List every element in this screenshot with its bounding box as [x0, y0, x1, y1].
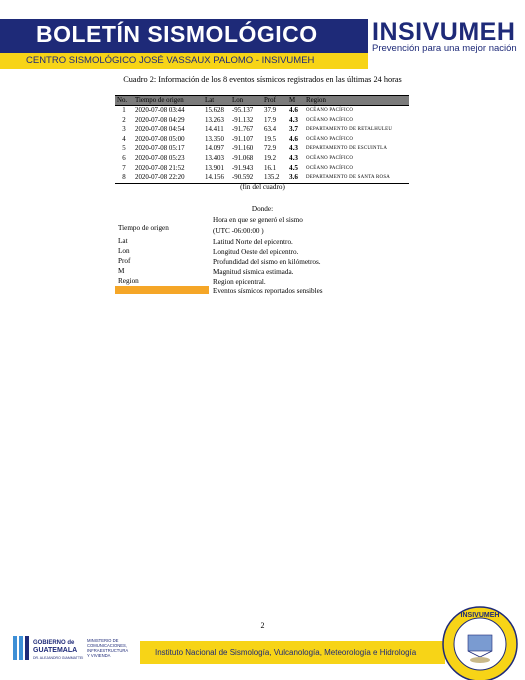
cell-time: 2020-07-08 21:52: [135, 164, 185, 172]
gov-label: GOBIERNO de: [33, 640, 75, 646]
cell-region: OCÉANO PACÍFICO: [306, 136, 354, 142]
table-caption: Cuadro 2: Información de los 8 eventos sísmicos registrados en las últimas 24 horas: [123, 75, 402, 84]
ministry-line: MINISTERIO DE: [87, 638, 119, 643]
brand-logo-text: INSIVUMEH: [372, 18, 516, 46]
cell-no: 7: [122, 164, 126, 172]
cell-magnitude: 4.6: [289, 134, 298, 143]
legend-term-time: Tiempo de origen: [118, 224, 169, 232]
cell-prof: 19.5: [264, 135, 277, 143]
cell-prof: 72.9: [264, 145, 277, 153]
cell-prof: 135.2: [262, 173, 287, 183]
bulletin-title: BOLETÍN SISMOLÓGICO: [36, 21, 318, 47]
cell-no: 1: [122, 107, 126, 114]
col-header-region: Region: [304, 96, 409, 106]
legend-def-lon: Longitud Oeste del epicentro.: [213, 248, 299, 256]
cell-lat: 15.628: [205, 107, 224, 114]
table-row: [115, 125, 409, 135]
ministry-line: INFRAESTRUCTURA: [87, 648, 129, 653]
legend-term-lat: Lat: [118, 237, 128, 245]
legend-def-prof: Profundidad del sismo en kilómetros.: [213, 258, 321, 266]
cell-magnitude: 4.5: [289, 163, 298, 172]
legend-def-lat: Latitud Norte del epicentro.: [213, 238, 293, 246]
legend-def-time-2: (UTC -06:00:00 ): [213, 227, 264, 235]
cell-no: 3: [122, 126, 126, 134]
cell-no: 4: [122, 135, 126, 143]
ministry-line: COMUNICACIONES,: [87, 643, 128, 648]
legend-term-m: M: [118, 267, 125, 275]
ministry-line: Y VIVIENDA: [87, 653, 111, 658]
table-header-row: [115, 96, 409, 106]
cell-region: OCÉANO PACÍFICO: [306, 165, 354, 171]
cell-region: OCÉANO PACÍFICO: [306, 155, 354, 161]
cell-prof: 17.9: [264, 116, 277, 124]
cell-prof: 16.1: [264, 164, 277, 172]
table-row: [115, 135, 409, 145]
col-header-lat: Lat: [203, 96, 230, 106]
cell-region: DEPARTAMENTO DE RETALHULEU: [306, 127, 393, 133]
cell-prof: 37.9: [264, 107, 277, 114]
cell-time: 2020-07-08 05:00: [135, 135, 185, 143]
cell-lon: -91.107: [232, 135, 254, 143]
legend-def-time-1: Hora en que se generó el sismo: [213, 216, 303, 224]
legend-term-region: Region: [118, 277, 139, 285]
gov-president: DR. ALEJANDRO GIAMMATTEI: [33, 656, 84, 660]
cell-lon: -91.160: [232, 145, 254, 153]
table-row: [115, 164, 409, 174]
col-header-lon: Lon: [230, 96, 262, 106]
cell-magnitude: 4.3: [289, 115, 298, 124]
cell-time: 2020-07-08 05:23: [135, 154, 185, 162]
insivumeh-seal-icon: [441, 605, 519, 680]
cell-time: 2020-07-08 03:44: [135, 107, 185, 114]
cell-time: 2020-07-08 05:17: [135, 145, 185, 153]
guatemala-flag-icon: [12, 634, 32, 662]
legend-def-m: Magnitud sísmica estimada.: [213, 268, 294, 276]
gov-country: GUATEMALA: [33, 647, 78, 654]
table-end-note: (fin del cuadro): [240, 183, 285, 191]
legend-def-region: Region epicentral.: [213, 278, 266, 286]
table-row: [115, 154, 409, 164]
cell-magnitude: 4.6: [289, 106, 298, 114]
legend-term-prof: Prof: [118, 257, 131, 265]
table-row: [115, 116, 409, 126]
cell-lat: 14.156: [203, 173, 230, 183]
cell-magnitude: 3.6: [287, 173, 304, 183]
cell-prof: 19.2: [264, 154, 277, 162]
cell-region: OCÉANO PACÍFICO: [306, 108, 354, 113]
cell-time: 2020-07-08 04:29: [135, 116, 185, 124]
cell-region: DEPARTAMENTO DE ESCUINTLA: [306, 146, 388, 152]
cell-magnitude: 4.3: [289, 144, 298, 153]
header-subtitle: CENTRO SISMOLÓGICO JOSÉ VASSAUX PALOMO - INSIVUMEH: [26, 55, 315, 66]
cell-magnitude: 3.7: [289, 125, 298, 134]
page-number: 2: [260, 621, 265, 630]
cell-lat: 13.403: [205, 154, 224, 162]
events-table: [115, 95, 409, 184]
cell-prof: 63.4: [264, 126, 277, 134]
cell-lon: -91.767: [232, 126, 254, 134]
legend-highlight-swatch: [115, 286, 209, 294]
cell-lat: 14.411: [205, 126, 224, 134]
legend-def-highlight: Eventos sísmicos reportados sensibles: [213, 287, 323, 295]
cell-no: 6: [122, 154, 126, 162]
cell-no: 5: [122, 145, 126, 153]
cell-time: 2020-07-08 22:20: [133, 173, 203, 183]
cell-lon: -95.137: [232, 107, 254, 114]
table-row: [115, 106, 409, 116]
cell-region: OCÉANO PACÍFICO: [306, 117, 354, 123]
cell-lat: 14.097: [205, 145, 224, 153]
cell-no: 8: [115, 173, 133, 183]
cell-lon: -90.592: [230, 173, 262, 183]
col-header-time: Tiempo de origen: [133, 96, 203, 106]
col-header-no: No.: [115, 96, 133, 106]
cell-lon: -91.943: [232, 164, 254, 172]
cell-time: 2020-07-08 04:54: [135, 126, 185, 134]
cell-lon: -91.132: [232, 116, 254, 124]
cell-no: 2: [122, 116, 126, 124]
brand-tagline: Prevención para una mejor nación: [372, 43, 517, 54]
table-row: [115, 144, 409, 154]
legend-term-lon: Lon: [118, 247, 130, 255]
cell-magnitude: 4.3: [289, 153, 298, 162]
legend-title: Donde:: [251, 205, 274, 213]
cell-lat: 13.263: [205, 116, 224, 124]
cell-lat: 13.350: [205, 135, 224, 143]
ministry-label: [87, 638, 128, 658]
cell-lat: 13.901: [205, 164, 224, 172]
col-header-prof: Prof: [262, 96, 287, 106]
table-row: [115, 173, 409, 183]
footer-institute-name: Instituto Nacional de Sismología, Vulcanología, Meteorología e Hidrología: [155, 648, 417, 657]
col-header-m: M: [287, 96, 304, 106]
cell-region: DEPARTAMENTO DE SANTA ROSA: [304, 173, 409, 183]
seal-title: INSIVUMEH: [460, 612, 500, 619]
cell-lon: -91.068: [232, 154, 254, 162]
